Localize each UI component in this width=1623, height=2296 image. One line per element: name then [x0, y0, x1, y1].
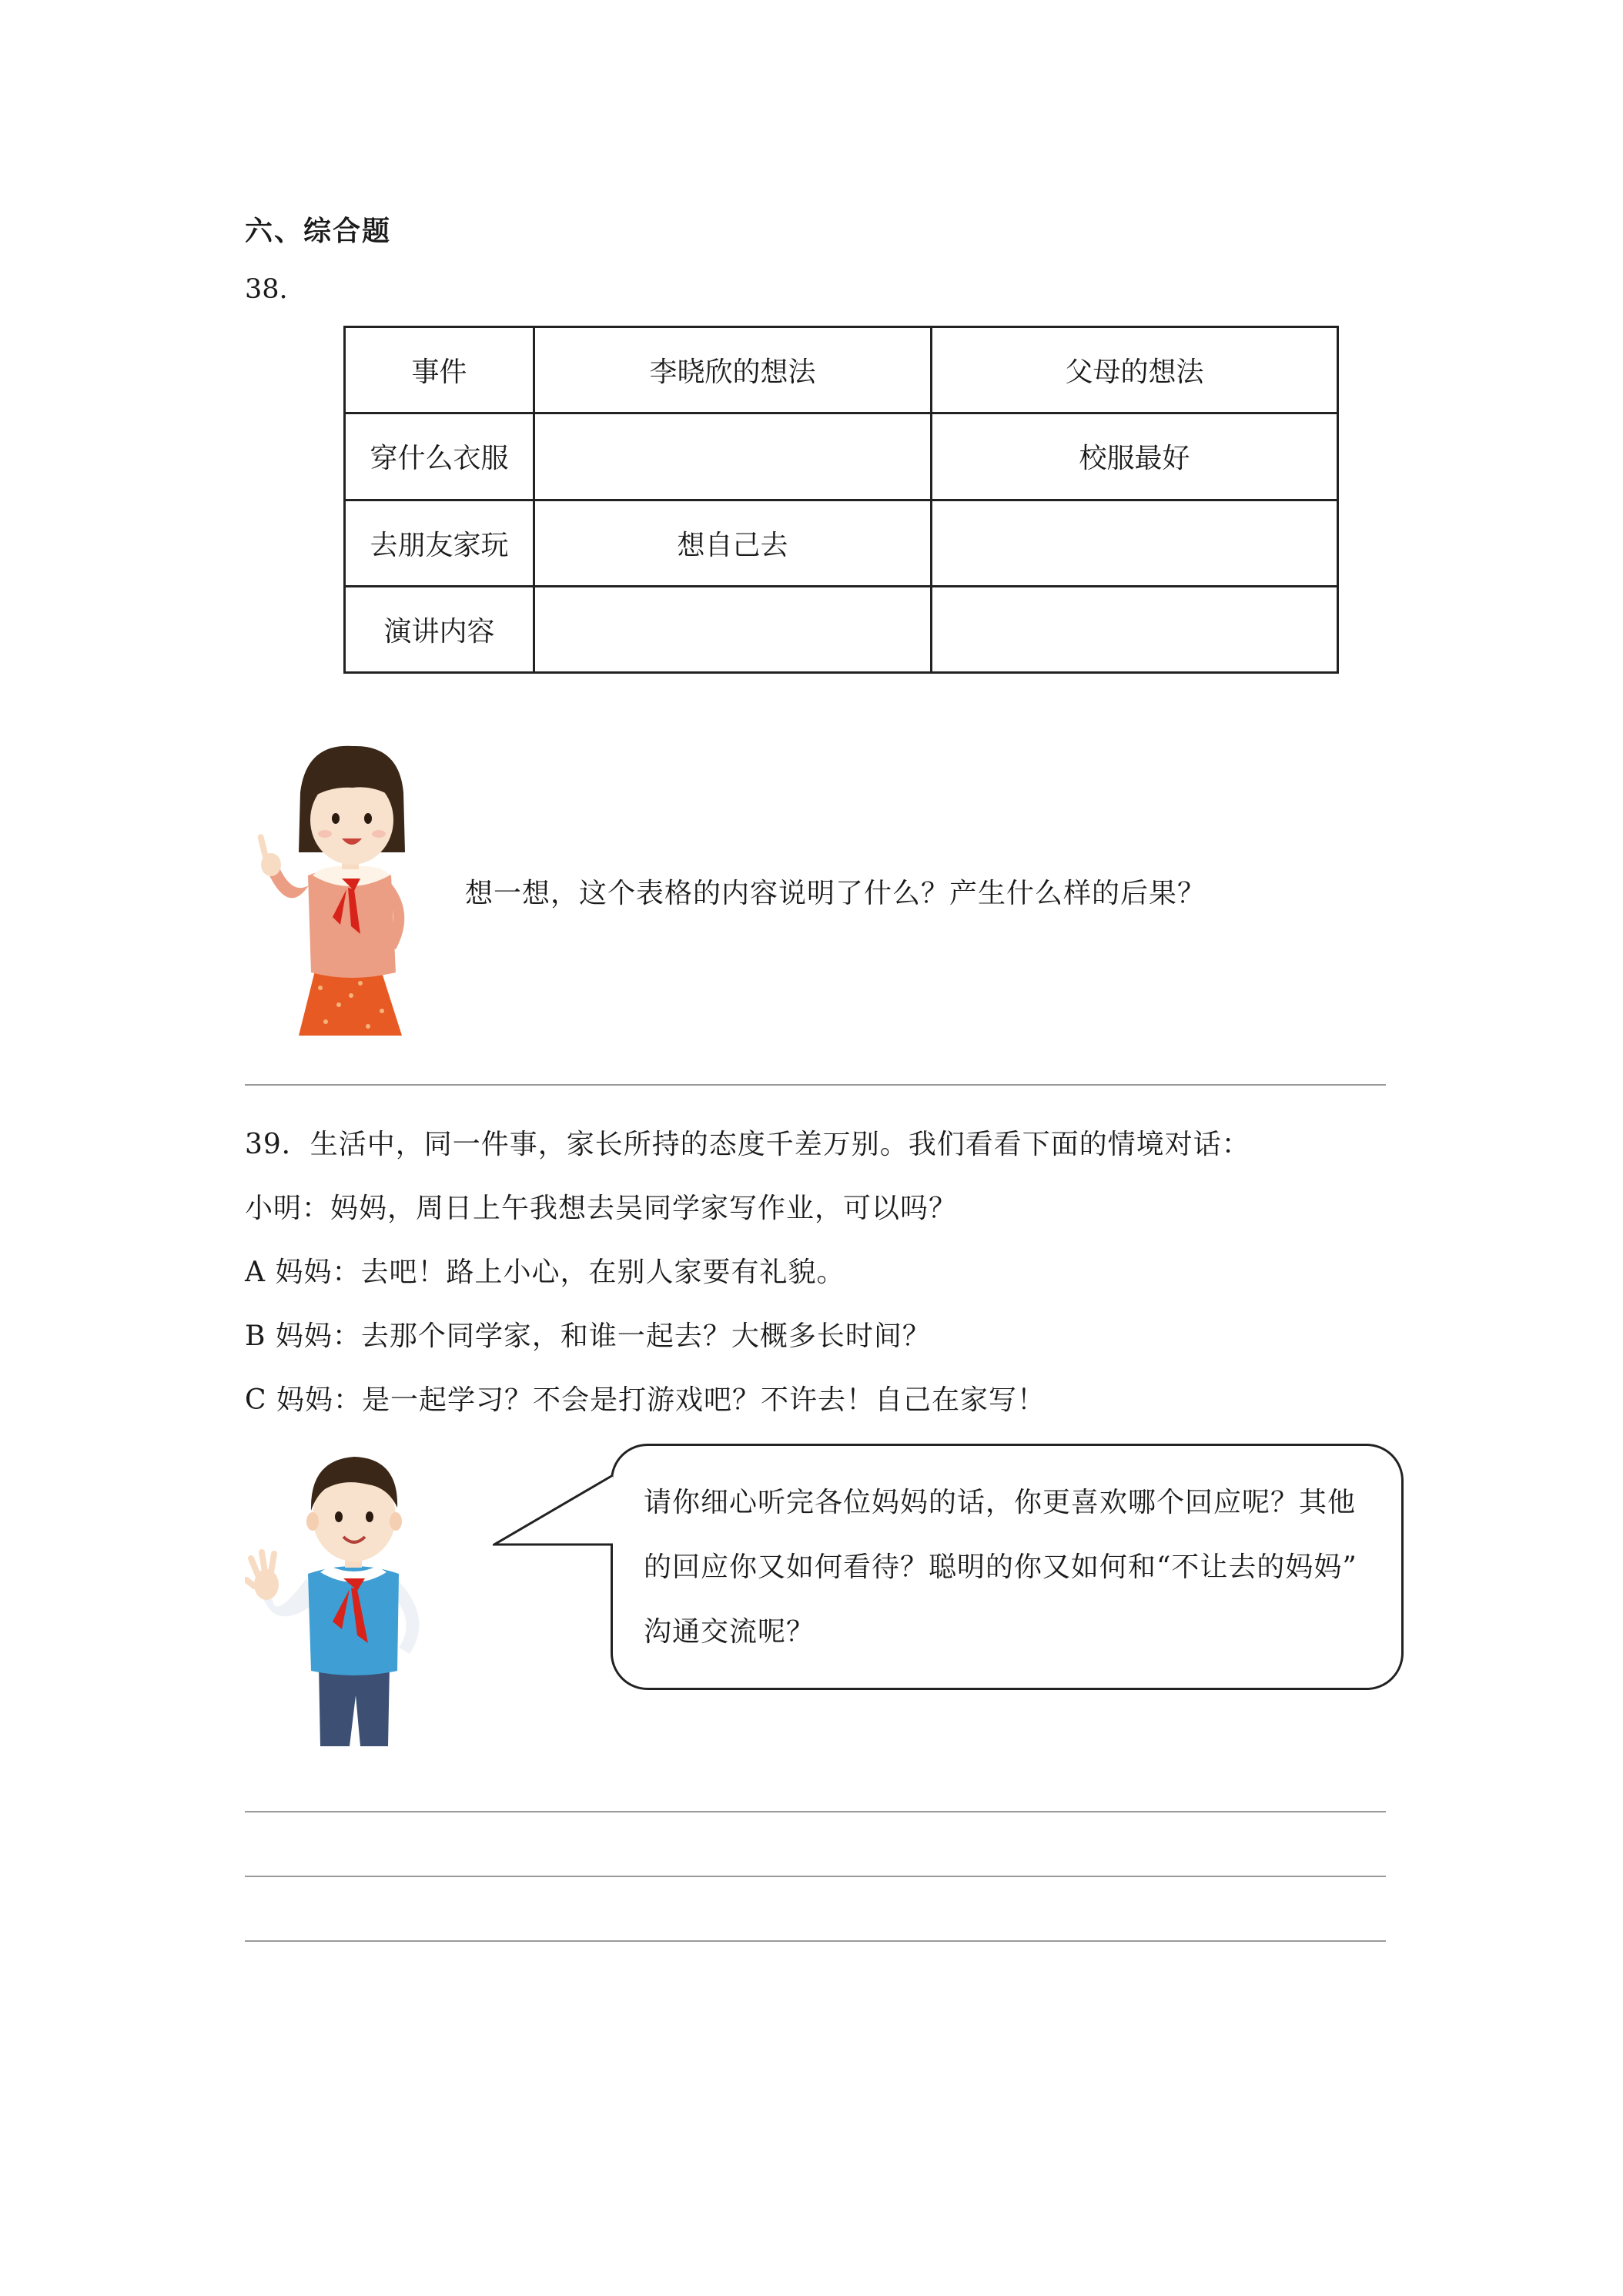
table-cell: 穿什么衣服	[345, 413, 534, 500]
table-row	[345, 413, 1338, 500]
table-cell	[534, 413, 932, 500]
dialogue-line: A 妈妈：去吧！路上小心，在别人家要有礼貌。	[245, 1257, 845, 1288]
question-38-number: 38.	[245, 274, 288, 305]
table-header-row	[345, 327, 1338, 413]
table-row	[345, 500, 1338, 586]
table-cell	[932, 500, 1338, 586]
answer-line[interactable]	[245, 1876, 1386, 1877]
girl-illustration	[245, 743, 476, 1039]
speech-bubble-tail	[493, 1463, 616, 1555]
table-header-cell: 事件	[345, 327, 534, 413]
table-cell: 去朋友家玩	[345, 500, 534, 586]
table-cell	[534, 586, 932, 672]
table-row	[345, 586, 1338, 672]
dialogue-line: 小明：妈妈，周日上午我想去吴同学家写作业，可以吗？	[245, 1193, 958, 1224]
boy-illustration	[245, 1441, 484, 1749]
bubble-line: 沟通交流呢？	[644, 1616, 815, 1648]
answer-line[interactable]	[245, 1811, 1386, 1812]
events-table	[343, 326, 1339, 674]
table-cell: 想自己去	[534, 500, 932, 586]
section-heading: 六、综合题	[245, 216, 392, 247]
table-header-cell: 李晓欣的想法	[534, 327, 932, 413]
question-39-intro: 39．生活中，同一件事，家长所持的态度千差万别。我们看看下面的情境对话：	[245, 1129, 1250, 1160]
dialogue-line: B 妈妈：去那个同学家，和谁一起去？大概多长时间？	[245, 1320, 931, 1352]
bubble-line: 请你细心听完各位妈妈的话，你更喜欢哪个回应呢？其他	[644, 1487, 1357, 1518]
table-cell: 校服最好	[932, 413, 1338, 500]
table-cell	[932, 586, 1338, 672]
answer-line[interactable]	[245, 1084, 1386, 1086]
table-cell: 演讲内容	[345, 586, 534, 672]
dialogue-line: C 妈妈：是一起学习？不会是打游戏吧？不许去！自己在家写！	[245, 1384, 1046, 1416]
answer-line[interactable]	[245, 1940, 1386, 1942]
bubble-line: 的回应你又如何看待？聪明的你又如何和“不让去的妈妈”	[644, 1551, 1357, 1583]
table-header-cell: 父母的想法	[932, 327, 1338, 413]
question-38-prompt: 想一想，这个表格的内容说明了什么？产生什么样的后果？	[465, 878, 1206, 909]
speech-bubble-text	[644, 1471, 1383, 1665]
